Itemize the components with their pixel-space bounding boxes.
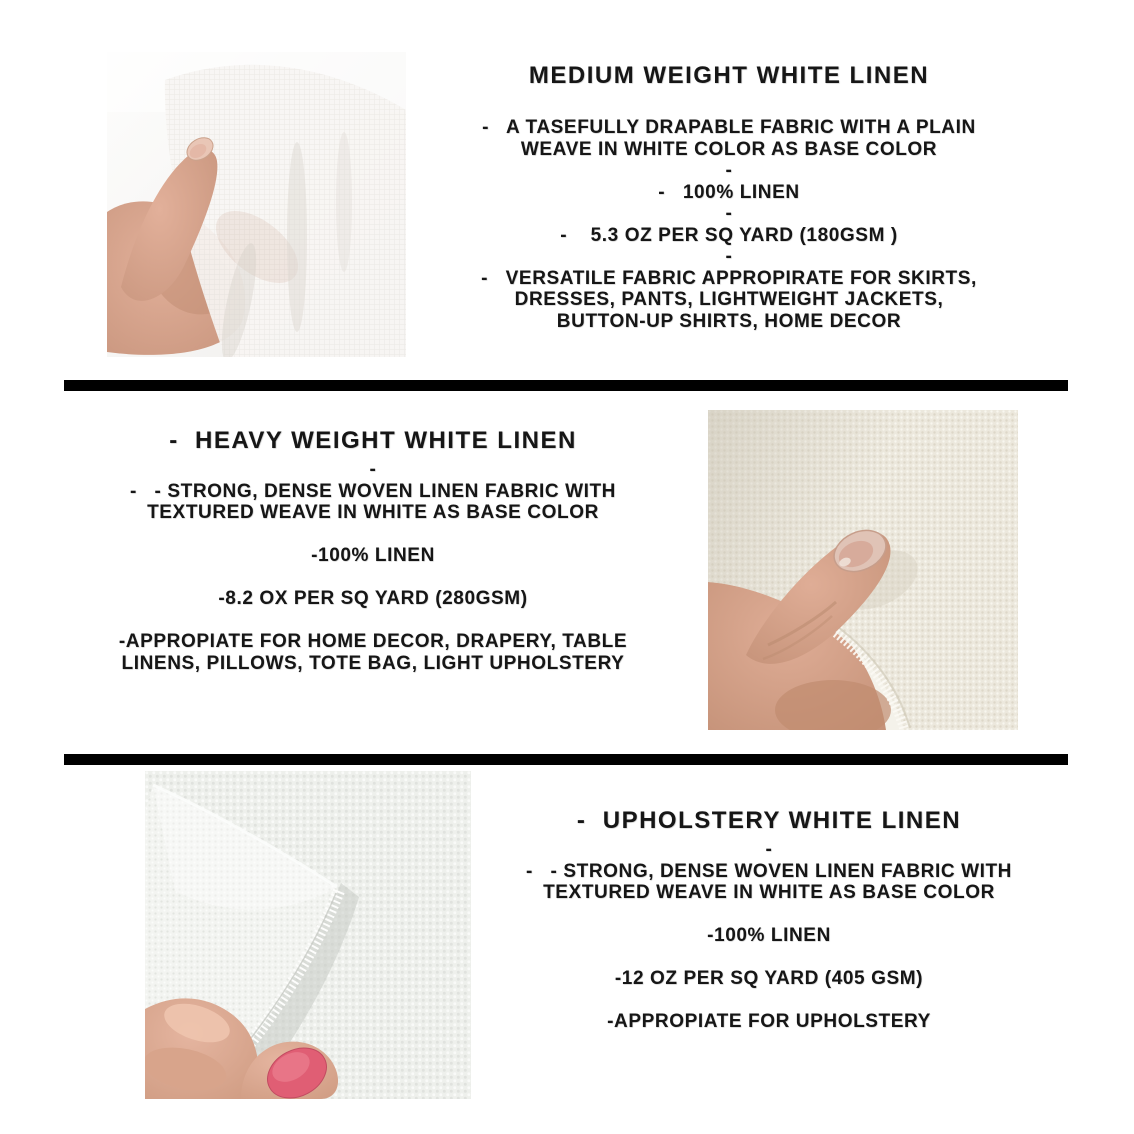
- spec-line: -100% LINEN: [311, 545, 435, 566]
- spec-line: -: [765, 839, 773, 860]
- spec-line: TEXTURED WEAVE IN WHITE AS BASE COLOR: [543, 882, 995, 903]
- spec-line: - 5.3 OZ PER SQ YARD (180GSM ): [560, 224, 898, 246]
- upholstery-linen-folded-corner-illustration: [145, 771, 471, 1099]
- spec-line: - 100% LINEN: [658, 181, 800, 203]
- spec-line: - - STRONG, DENSE WOVEN LINEN FABRIC WITH: [129, 480, 617, 502]
- spec-line: -: [725, 160, 733, 181]
- section-title: MEDIUM WEIGHT WHITE LINEN: [528, 62, 930, 89]
- spec-line: -8.2 OX PER SQ YARD (280GSM): [218, 588, 528, 609]
- medium-weight-text-block: [448, 62, 1010, 332]
- spec-line: BUTTON-UP SHIRTS, HOME DECOR: [556, 310, 902, 332]
- spec-line: [100, 610, 646, 632]
- spec-line: WEAVE IN WHITE COLOR AS BASE COLOR: [520, 138, 938, 160]
- photo-medium-weight-linen: [107, 52, 406, 357]
- photo-heavy-weight-linen: [708, 410, 1018, 730]
- spec-line: - - STRONG, DENSE WOVEN LINEN FABRIC WITH: [525, 860, 1013, 882]
- section-title: - HEAVY WEIGHT WHITE LINEN: [169, 427, 577, 454]
- upholstery-text-block: [494, 807, 1044, 1033]
- spec-line: [494, 904, 1044, 926]
- spec-line: - VERSATILE FABRIC APPROPIRATE FOR SKIRTS,: [481, 267, 977, 289]
- spec-line: TEXTURED WEAVE IN WHITE AS BASE COLOR: [147, 502, 599, 523]
- divider-bar-2: [64, 754, 1068, 765]
- spec-line: -: [725, 203, 733, 224]
- spec-line: LINENS, PILLOWS, TOTE BAG, LIGHT UPHOLSTERY: [121, 652, 625, 674]
- sheer-linen-hand-illustration: [107, 52, 406, 357]
- photo-upholstery-linen: [145, 771, 471, 1099]
- heavy-linen-thumb-illustration: [708, 410, 1018, 730]
- divider-bar-1: [64, 380, 1068, 391]
- heavy-weight-text-block: [100, 427, 646, 674]
- spec-line: DRESSES, PANTS, LIGHTWEIGHT JACKETS,: [514, 289, 944, 310]
- spec-line: -: [725, 246, 733, 267]
- spec-line: -: [369, 459, 377, 480]
- spec-line: -12 OZ PER SQ YARD (405 GSM): [614, 968, 924, 989]
- spec-line: [494, 947, 1044, 969]
- spec-line: [100, 567, 646, 589]
- spec-line: [494, 990, 1044, 1012]
- spec-line: -APPROPIATE FOR UPHOLSTERY: [607, 1011, 931, 1032]
- spec-line: -APPROPIATE FOR HOME DECOR, DRAPERY, TABLE: [118, 631, 628, 652]
- section-title: - UPHOLSTERY WHITE LINEN: [576, 807, 962, 834]
- spec-line: [100, 524, 646, 546]
- spec-line: - A TASEFULLY DRAPABLE FABRIC WITH A PLAIN: [482, 117, 976, 138]
- spec-line: -100% LINEN: [707, 925, 831, 946]
